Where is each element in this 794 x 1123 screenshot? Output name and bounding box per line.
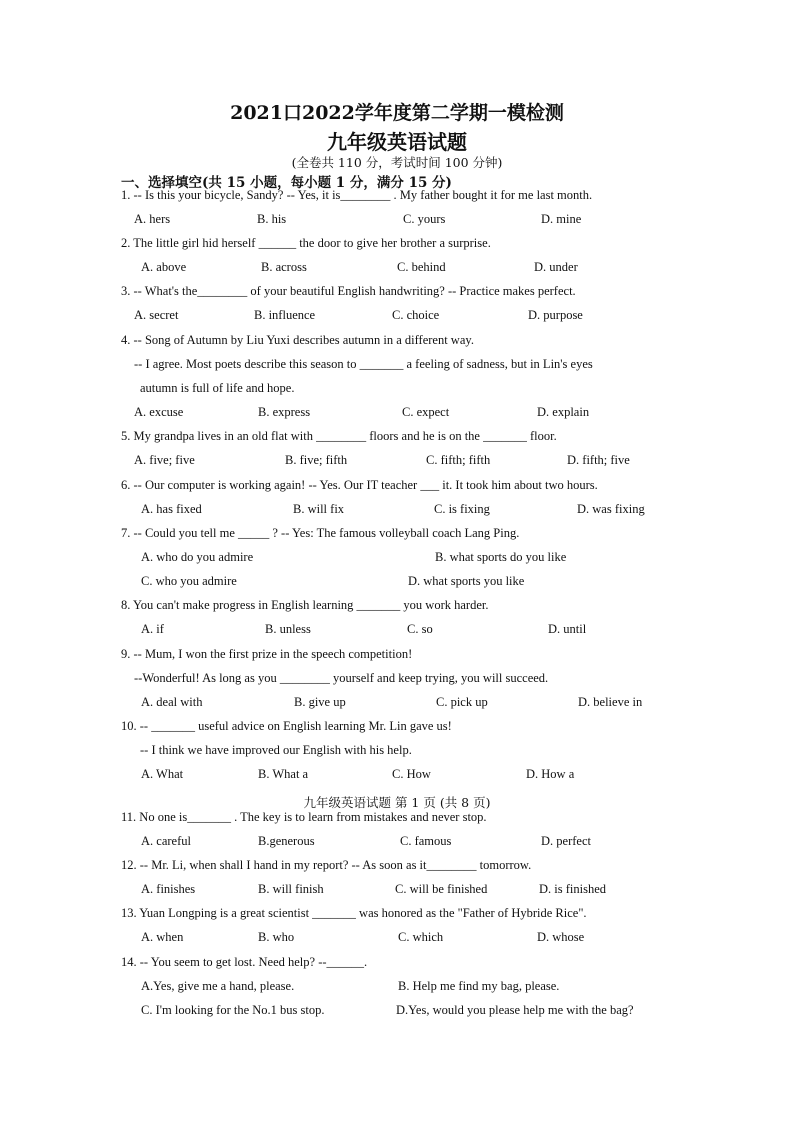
option-d: D. believe in xyxy=(578,695,643,709)
option-a: A. when xyxy=(141,930,184,944)
option-a: A. if xyxy=(141,622,164,636)
option-a: A. excuse xyxy=(134,405,184,419)
option-b: B. give up xyxy=(294,695,346,709)
option-a: A.Yes, give me a hand, please. xyxy=(141,979,295,993)
option-b: B. his xyxy=(257,212,287,226)
option-b: B. Help me find my bag, please. xyxy=(398,979,560,993)
option-c: C. I'm looking for the No.1 bus stop. xyxy=(141,1003,325,1017)
option-d: D. purpose xyxy=(528,308,583,322)
question-1-text: 1. -- Is this your bicycle, Sandy? -- Yes, it is________ . My father bought it for me last month. xyxy=(121,188,593,202)
option-a: A. has fixed xyxy=(141,502,202,516)
exam-info: (全卷共 110 分，考试时间 100 分钟) xyxy=(291,155,503,170)
option-c: C. so xyxy=(407,622,433,636)
question-14-text: 14. -- You seem to get lost. Need help? --______. xyxy=(121,955,368,969)
option-c: C. who you admire xyxy=(141,574,237,588)
question-7-text: 7. -- Could you tell me _____ ? -- Yes: The famous volleyball coach Lang Ping. xyxy=(121,526,520,540)
option-c: C. How xyxy=(392,767,431,781)
question-4-text-line3: autumn is full of life and hope. xyxy=(140,381,295,395)
option-d: D. How a xyxy=(526,767,575,781)
question-2-text: 2. The little girl hid herself ______ the door to give her brother a surprise. xyxy=(121,236,491,250)
question-4-text-line2: -- I agree. Most poets describe this season to _______ a feeling of sadness, but in Lin's eyes xyxy=(134,357,593,371)
option-a: A. hers xyxy=(134,212,171,226)
option-b: B.generous xyxy=(258,834,315,848)
option-a: A. finishes xyxy=(141,882,196,896)
option-c: C. famous xyxy=(400,834,452,848)
exam-subtitle-grade: 九年级英语试题 xyxy=(327,130,467,154)
question-3-text: 3. -- What's the________ of your beautiful English handwriting? -- Practice makes perfect. xyxy=(121,284,576,298)
option-c: C. expect xyxy=(402,405,450,419)
option-a: A. deal with xyxy=(141,695,203,709)
option-b: B. What a xyxy=(258,767,309,781)
option-d: D. under xyxy=(534,260,578,274)
option-c: C. which xyxy=(398,930,444,944)
option-b: B. unless xyxy=(265,622,311,636)
option-b: B. what sports do you like xyxy=(435,550,567,564)
option-c: C. choice xyxy=(392,308,440,322)
option-d: D. was fixing xyxy=(577,502,645,516)
question-9-text-line2: --Wonderful! As long as you ________ yourself and keep trying, you will succeed. xyxy=(134,671,549,685)
option-d: D. mine xyxy=(541,212,582,226)
option-a: A. careful xyxy=(141,834,191,848)
question-9-text: 9. -- Mum, I won the first prize in the speech competition! xyxy=(121,647,413,661)
option-c: C. fifth; fifth xyxy=(426,453,491,467)
question-10-text-line2: -- I think we have improved our English with his help. xyxy=(140,743,412,757)
option-b: B. express xyxy=(258,405,311,419)
option-d: D. explain xyxy=(537,405,590,419)
question-12-text: 12. -- Mr. Li, when shall I hand in my report? -- As soon as it________ tomorrow. xyxy=(121,858,532,872)
option-b: B. across xyxy=(261,260,307,274)
question-5-text: 5. My grandpa lives in an old flat with ________ floors and he is on the _______ floor. xyxy=(121,429,557,443)
question-11-text: 11. No one is_______ . The key is to learn from mistakes and never stop. xyxy=(121,810,487,824)
option-c: C. is fixing xyxy=(434,502,490,516)
option-c: C. yours xyxy=(403,212,446,226)
option-d: D. until xyxy=(548,622,587,636)
option-a: A. who do you admire xyxy=(141,550,254,564)
option-b: B. five; fifth xyxy=(285,453,348,467)
option-a: A. five; five xyxy=(134,453,195,467)
option-d: D. is finished xyxy=(539,882,607,896)
option-d: D.Yes, would you please help me with the bag? xyxy=(396,1003,634,1017)
option-b: B. who xyxy=(258,930,295,944)
option-b: B. influence xyxy=(254,308,316,322)
question-10-text: 10. -- _______ useful advice on English learning Mr. Lin gave us! xyxy=(121,719,452,733)
option-c: C. will be finished xyxy=(395,882,488,896)
question-4-text: 4. -- Song of Autumn by Liu Yuxi describes autumn in a different way. xyxy=(121,333,474,347)
option-d: D. what sports you like xyxy=(408,574,525,588)
option-b: B. will fix xyxy=(293,502,345,516)
option-c: C. behind xyxy=(397,260,446,274)
exam-title: 2021口2022学年度第二学期一模检测 xyxy=(230,102,564,124)
question-8-text: 8. You can't make progress in English learning _______ you work harder. xyxy=(121,598,489,612)
option-d: D. fifth; five xyxy=(567,453,630,467)
option-a: A. above xyxy=(141,260,187,274)
question-6-text: 6. -- Our computer is working again! -- Yes. Our IT teacher ___ it. It took him about two hours. xyxy=(121,478,598,492)
option-a: A. secret xyxy=(134,308,179,322)
option-d: D. perfect xyxy=(541,834,591,848)
section-heading: 一、选择填空(共 15 小题，每小题 1 分，满分 15 分) xyxy=(121,175,452,191)
option-a: A. What xyxy=(141,767,184,781)
option-b: B. will finish xyxy=(258,882,324,896)
page-footer: 九年级英语试题 第 1 页 (共 8 页) xyxy=(303,795,491,810)
option-c: C. pick up xyxy=(436,695,488,709)
option-d: D. whose xyxy=(537,930,585,944)
question-13-text: 13. Yuan Longping is a great scientist _______ was honored as the "Father of Hybride Rice". xyxy=(121,906,587,920)
